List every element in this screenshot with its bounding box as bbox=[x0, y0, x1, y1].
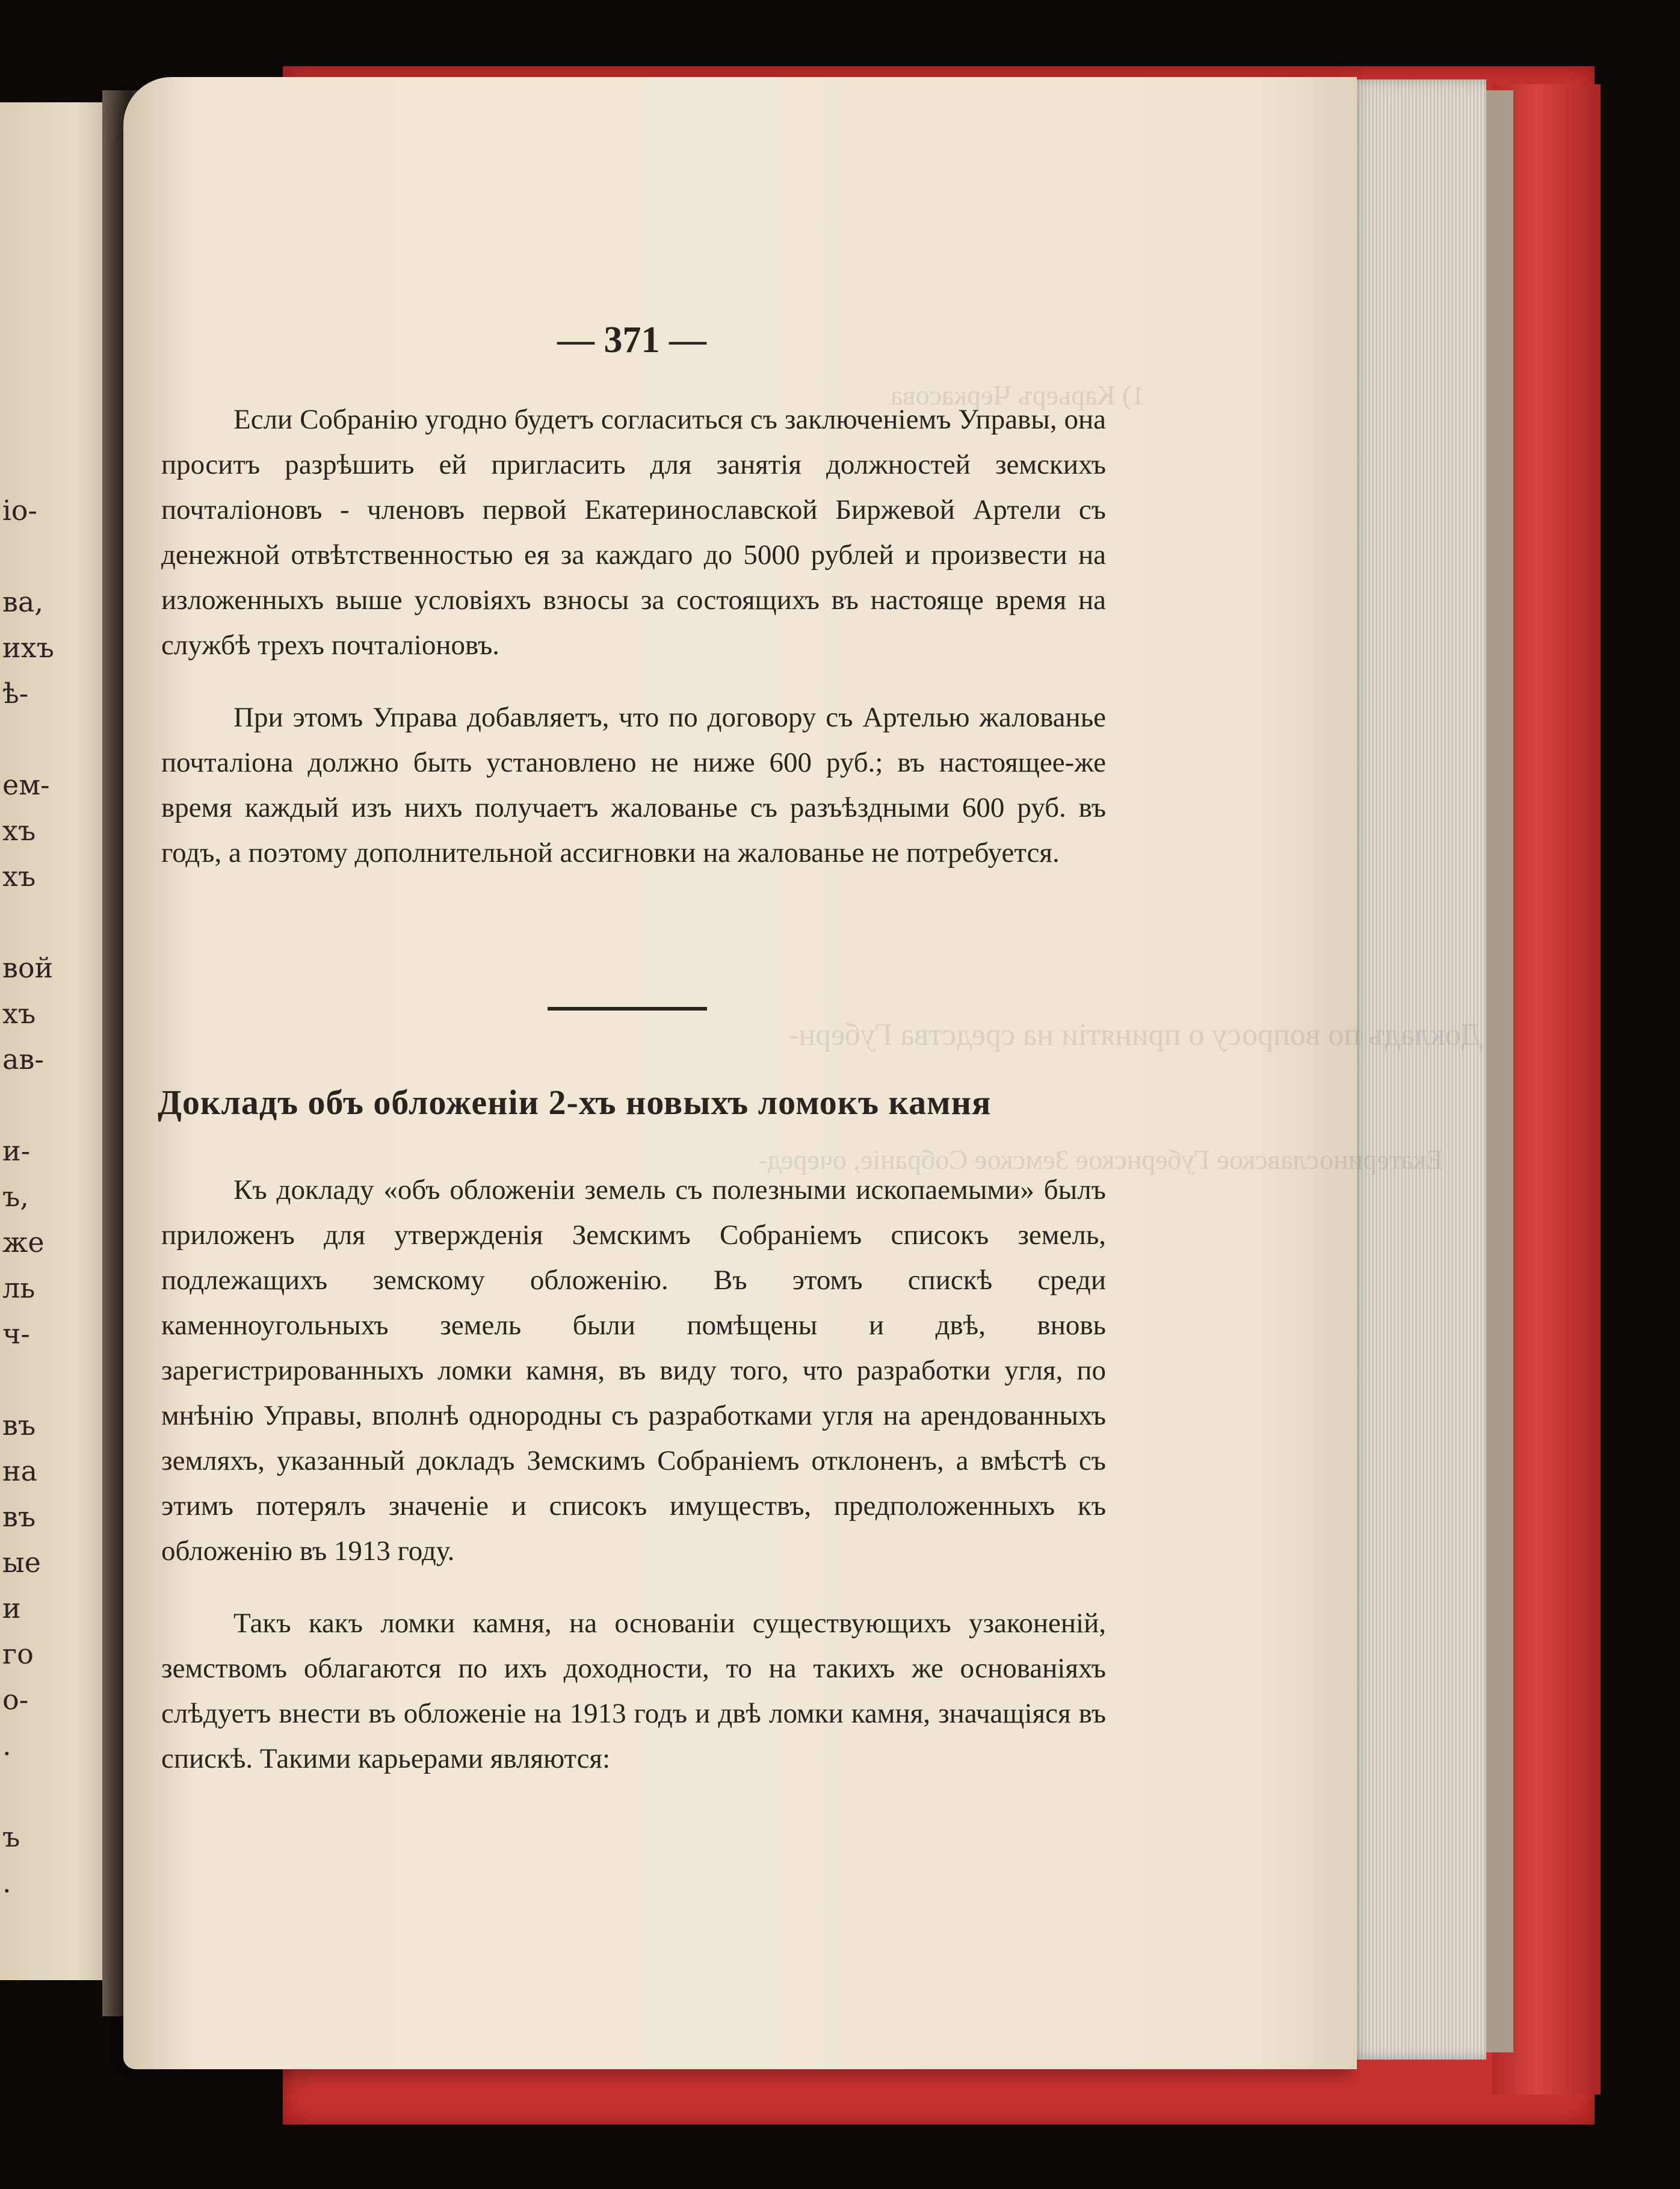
text-block-bottom bbox=[161, 1168, 1106, 1782]
paragraph: Такъ какъ ломки камня, на основаніи существующихъ узаконеній, земствомъ облагаются по ихъ доходности, то на такихъ же основаніяхъ слѣдуетъ внести въ обложеніе на 1913 годъ и двѣ ломки камня, значащіяся въ спискѣ. Такими карьерами являются: bbox=[161, 1608, 1106, 1774]
paragraph: Къ докладу «объ обложеніи земель съ полезными ископаемыми» былъ приложенъ для утвержденія Земскимъ Собраніемъ списокъ земель, подлежащихъ земскому обложенію. Въ этомъ спискѣ среди каменноугольныхъ земель были помѣщены и двѣ, вновь зарегистрированныхъ ломки камня, въ виду того, что разработки угля, по мнѣнію Управы, вполнѣ однородны съ разработками угля на арендованныхъ земляхъ, указанный докладъ Земскимъ Собраніемъ отклоненъ, а вмѣстѣ съ этимъ потерялъ значеніе и списокъ имуществъ, предположенныхъ къ обложенію въ 1913 году. bbox=[161, 1174, 1106, 1567]
section-heading: Докладъ объ обложеніи 2-хъ новыхъ ломокъ камня bbox=[158, 1083, 992, 1122]
page-number: — 371 — bbox=[557, 320, 706, 361]
text-block-top bbox=[161, 397, 1106, 876]
show-through-text: Докладъ по вопросу о принятіи на средства Губерн- bbox=[788, 1018, 1483, 1052]
show-through-text: Екатеринославское Губернское Земское Собраніе, очеред- bbox=[758, 1144, 1443, 1175]
page-edges bbox=[1348, 79, 1486, 2060]
paragraph: Если Собранію угодно будетъ согласиться съ заключеніемъ Управы, она проситъ разрѣшить ей пригласить для занятія должностей земскихъ почталіоновъ - членовъ первой Екатеринославской Биржевой Артели съ денежной отвѣтственностью ея за каждаго до 5000 рублей и произвести на изложенныхъ выше условіяхъ взносы за состоящихъ въ настояще время на службѣ трехъ почталіоновъ. bbox=[161, 404, 1106, 661]
left-page-text-fragments: іо- ва, ихъ ѣ- ем- хъ хъ вой хъ ав- и- ъ, же ль ч- въ на въ ые и го о- . ъ . bbox=[2, 494, 54, 1899]
section-divider bbox=[548, 1007, 707, 1011]
show-through-text: 1) Карьеръ Черкасова bbox=[891, 380, 1146, 410]
paragraph: При этомъ Управа добавляетъ, что по договору съ Артелью жалованье почталіона должно быть установлено не ниже 600 руб.; въ настоящее-же время каждый изъ нихъ получаетъ жалованье съ разъѣздными 600 руб. въ годъ, а поэтому дополнительной ассигновки на жалованье не потребуется. bbox=[161, 702, 1106, 868]
